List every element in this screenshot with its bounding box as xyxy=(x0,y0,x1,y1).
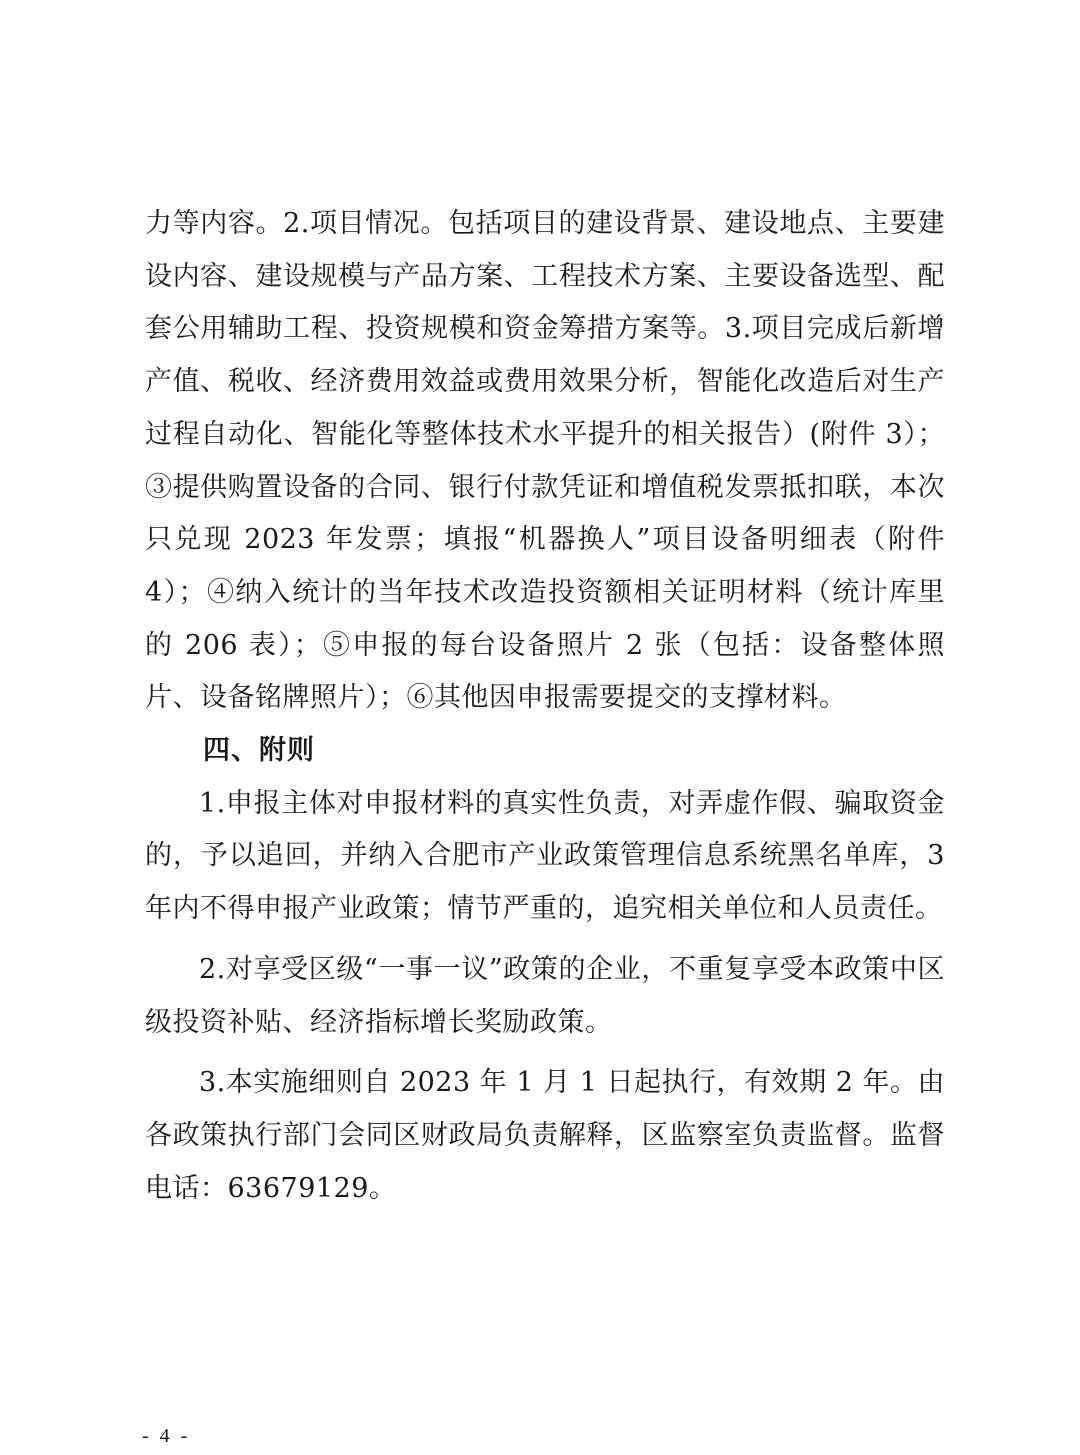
page-number: - 4 - xyxy=(142,1425,191,1447)
section-heading-supplementary-provisions: 四、附则 xyxy=(203,735,315,767)
paragraph-provision-1: 1.申报主体对申报材料的真实性负责，对弄虚作假、骗取资金的，予以追回，并纳入合肥市产业政策管理信息系统黑名单库，3 年内不得申报产业政策；情节严重的，追究相关单位和人员责任。 xyxy=(145,787,945,925)
paragraph-provision-3: 3.本实施细则自 2023 年 1 月 1 日起执行，有效期 2 年。由各政策执行部门会同区财政局负责解释，区监察室负责监督。监督电话：63679129。 xyxy=(145,1067,945,1204)
document-body xyxy=(145,198,945,1215)
paragraph-attachments-list: 力等内容。2.项目情况。包括项目的建设背景、建设地点、主要建设内容、建设规模与产品方案、工程技术方案、主要设备选型、配套公用辅助工程、投资规模和资金筹措方案等。3.项目完成后新增产值、税收、经济费用效益或费用效果分析，智能化改造后对生产过程自动化、智能化等整体技术水平提升的相关报告）(附件 3）；③提供购置设备的合同、银行付款凭证和增值税发票抵扣联，本次只兑现 2023 年发票；填报“机器换人”项目设备明细表（附件 4）；④纳入统计的当年技术改造投资额相关证明材料（统计库里的 206 表）；⑤申报的每台设备照片 2 张（包括：设备整体照片、设备铭牌照片）；⑥其他因申报需要提交的支撑材料。 xyxy=(145,208,945,714)
paragraph-provision-2: 2.对享受区级“一事一议”政策的企业，不重复享受本政策中区级投资补贴、经济指标增长奖励政策。 xyxy=(145,953,945,1038)
